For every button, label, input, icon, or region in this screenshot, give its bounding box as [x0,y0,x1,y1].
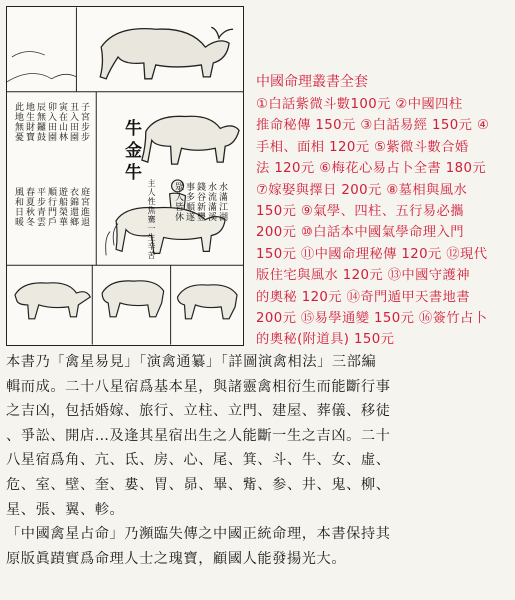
catalog-line: 150元 ⑪中國命理秘傳 120元 ⑫現代 [256,246,488,262]
catalog-line: ①白話紫微斗數100元 ②中國四柱 [256,97,463,112]
book-catalog [256,72,506,351]
catalog-line: 的奧秘 120元 ⑭奇門遁甲天書地書 [256,289,470,305]
poem-column: 衣錦還鄉 [68,187,78,227]
catalog-title: 中國命理叢書全套 [256,74,368,90]
description-line: 原版眞蹟實爲命理人士之瑰寶，顧國人能發揚光大。 [6,550,347,567]
catalog-line: 150元 ⑨氣學、四柱、五行易必攜 [256,204,464,220]
illustration-title: 牛金牛 [121,119,141,185]
poem-column: 順行門戶 [46,187,56,227]
description-line: 星、張、翼、軫。 [6,501,125,518]
poem-column: 春夏秋冬 [24,187,34,227]
catalog-line: 200元 ⑩白話本中國氣學命理入門 [256,225,464,241]
poem-column: 遊船榮華 [57,187,67,227]
catalog-line: 推命秘傳 150元 ③白話易經 150元 ④ [256,118,490,134]
description-line: 之吉凶，包括婚嫁、旅行、立柱、立門、建屋、葬儀、移徒 [6,403,391,420]
catalog-line: 法 120元 ⑥梅花心易占卜全書 180元 [256,161,487,177]
hills-top [7,51,76,81]
woodcut-illustration [6,6,244,346]
poem-column: 寅在山林 [57,102,67,142]
illustration-author: 主人性焦騫一生辛苦 [147,179,156,260]
catalog-line: ⑦嫁娶與擇日 200元 ⑧墓相與風水 [256,182,468,198]
poem-column: 風和日暖 [13,187,23,227]
description-line: 「中國禽星占命」乃瀕臨失傳之中國正統命理，本書保持其 [6,526,391,543]
ox-figures-bottom [15,281,237,319]
trees-middle [106,224,118,256]
catalog-line: 的奧秘(附道具) 150元 [256,332,395,348]
catalog-line: 版住宅與風水 120元 ⑬中國守護神 [256,268,470,284]
poem-column: 事多順遂 [184,182,194,222]
poem-column: 子宮步步 [79,102,89,142]
poem-column: 水流滿溪 [206,182,216,222]
ox-figure-top [100,27,233,79]
book-description [6,350,510,571]
description-line: 輯而成。二十八星宿爲基本星，與諸靈禽相衍生而能斷行事 [6,378,391,395]
description-line: 本書乃「禽星易見」「演禽通纂」「詳圖演禽相法」三部編 [6,354,377,370]
poem-column: 此地無憂 [13,102,23,142]
poem-column: 丑入田園 [68,102,78,142]
poem-column: 地生財寶 [24,102,34,142]
poem-column: 平步青雲 [35,187,45,227]
catalog-line: 200元 ⑮易學通變 150元 ⑯簽竹占卜 [256,311,488,327]
ox-figure-middle [142,116,239,164]
poem-column: 水滿江湖 [217,182,227,222]
poem-column: 眾人皆休 [173,182,183,222]
poem-column: 辰無鑼鼓 [35,102,45,142]
description-line: 八星宿爲角、亢、氐、房、心、尾、箕、斗、牛、女、虛、 [6,452,391,469]
poem-column: 庭宮進退 [79,187,89,227]
catalog-line: 手相、面相 120元 ⑤紫微斗數合婚 [256,139,469,155]
poem-column: 錢谷新豐 [195,182,205,222]
description-line: 、爭訟、開店…及逢其星宿出生之人能斷一生之吉凶。二十 [6,427,391,444]
poem-column: 卯入田園 [46,102,56,142]
description-line: 危、室、壁、奎、婁、胃、昴、畢、觜、参、井、鬼、柳、 [6,476,391,493]
